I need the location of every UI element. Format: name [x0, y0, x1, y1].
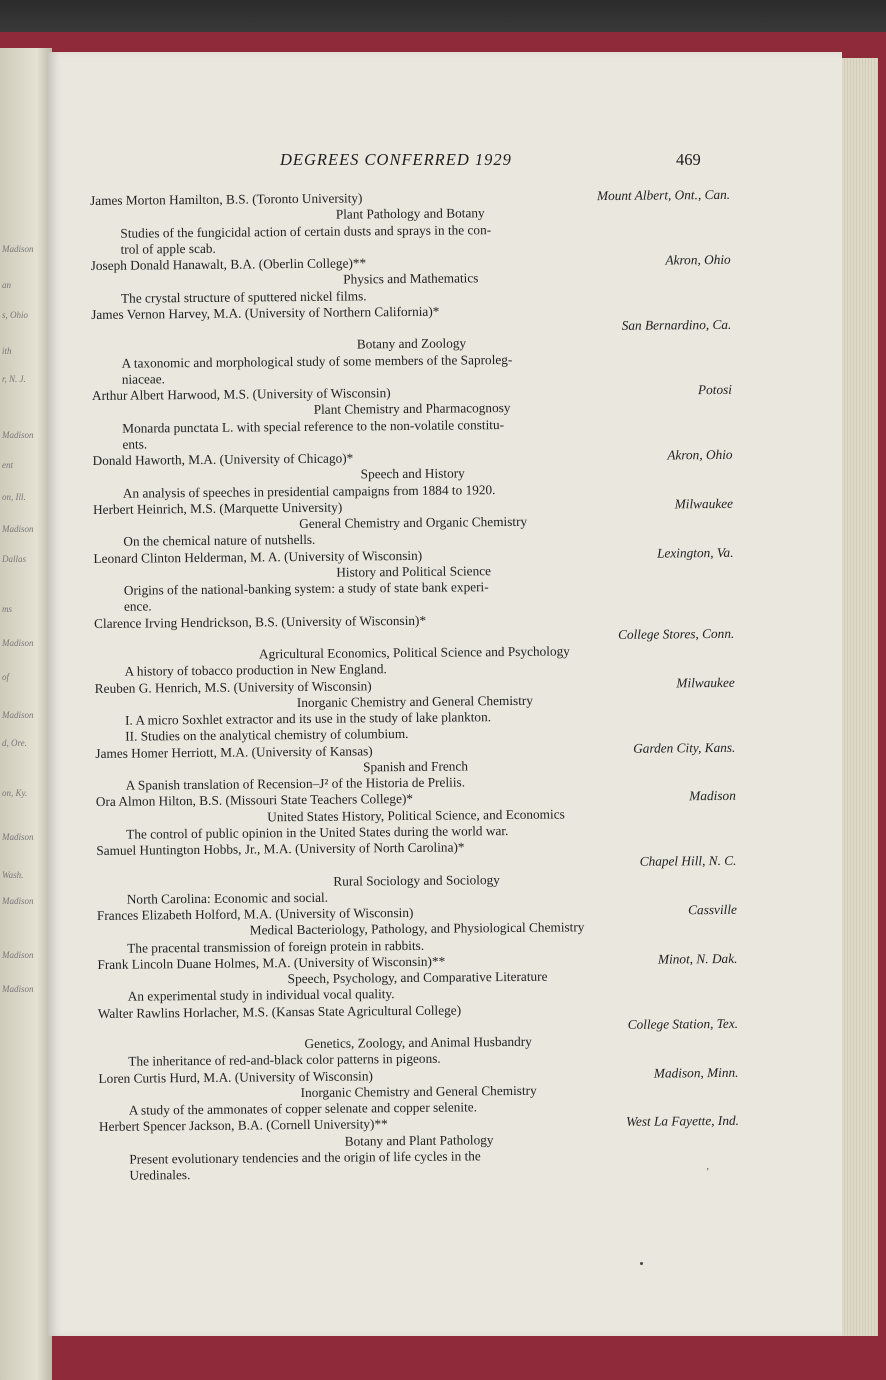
- recipient-name: James Morton Hamilton, B.S. (Toronto University): [90, 190, 363, 208]
- major-field: Speech, Psychology, and Comparative Literature: [287, 968, 548, 987]
- major-field: Botany and Plant Pathology: [344, 1131, 494, 1149]
- major-field: Spanish and French: [362, 758, 469, 775]
- thesis-title-line: Present evolutionary tendencies and the origin of life cycles in the: [129, 1148, 481, 1167]
- margin-fragment: an: [2, 280, 11, 290]
- thesis-title-line: A study of the ammonates of copper selenate and copper selenite.: [128, 1099, 478, 1118]
- degree-entry: [93, 496, 733, 551]
- recipient-name: James Homer Herriott, M.A. (University of Kansas): [95, 742, 373, 761]
- margin-fragment: Dallas: [2, 554, 27, 564]
- hometown: Chapel Hill, N. C.: [639, 853, 737, 870]
- thesis-title-line: A taxonomic and morphological study of some members of the Saproleg-: [121, 351, 513, 371]
- margin-fragment: Madison: [2, 638, 34, 648]
- hometown: Potosi: [697, 381, 732, 398]
- degree-entry: [95, 739, 735, 794]
- degree-entry: [90, 187, 731, 258]
- thesis-title-line: A history of tobacco production in New England.: [124, 661, 387, 679]
- major-field: History and Political Science: [336, 562, 492, 580]
- margin-fragment: Madison: [2, 710, 34, 720]
- major-field: Speech and History: [360, 465, 465, 482]
- margin-fragment: Madison: [2, 244, 34, 254]
- margin-fragment: Madison: [2, 984, 34, 994]
- margin-fragment: ent: [2, 460, 13, 470]
- page-header: [0, 150, 886, 176]
- recipient-name: Donald Haworth, M.A. (University of Chicago)*: [92, 450, 354, 468]
- degree-entry: [99, 1113, 740, 1184]
- recipient-name: Samuel Huntington Hobbs, Jr., M.A. (University of North Carolina)*: [96, 839, 465, 858]
- degree-entry: [97, 902, 737, 957]
- page-number: 469: [676, 150, 701, 169]
- thesis-title-line: ence.: [123, 598, 152, 614]
- major-field: Plant Chemistry and Pharmacognosy: [313, 400, 511, 418]
- margin-fragment: ith: [2, 346, 12, 356]
- recipient-name: Joseph Donald Hanawalt, B.A. (Oberlin College)**: [90, 255, 367, 273]
- major-field: Medical Bacteriology, Pathology, and Physiological Chemistry: [249, 919, 585, 938]
- thesis-title-line: North Carolina: Economic and social.: [126, 889, 329, 907]
- degree-entry: [93, 544, 734, 615]
- ink-dot: [640, 1262, 643, 1265]
- thesis-title-line: I. A micro Soxhlet extractor and its use in the study of lake plankton.: [124, 709, 492, 728]
- hometown: Cassville: [688, 901, 737, 918]
- degree-entry: [94, 609, 735, 680]
- degree-entry: [95, 674, 736, 745]
- thesis-title-line: Origins of the national-banking system: a study of state bank experi-: [123, 579, 489, 598]
- degree-entry: [96, 788, 736, 843]
- hometown: Milwaukee: [674, 495, 734, 512]
- major-field: Inorganic Chemistry and General Chemistry: [300, 1082, 537, 1100]
- degree-entry: [91, 252, 731, 307]
- margin-fragment: Madison: [2, 430, 34, 440]
- major-field: Inorganic Chemistry and General Chemistry: [296, 692, 534, 710]
- recipient-name: Walter Rawlins Horlacher, M.S. (Kansas State Agricultural College): [97, 1001, 462, 1021]
- hometown: Madison: [689, 788, 736, 804]
- major-field: Agricultural Economics, Political Science and Psychology: [258, 643, 570, 662]
- margin-fragment: Madison: [2, 832, 34, 842]
- hometown: San Bernardino, Ca.: [621, 316, 732, 333]
- major-field: Physics and Mathematics: [343, 270, 479, 287]
- hometown: Akron, Ohio: [665, 251, 731, 268]
- margin-fragment: r, N. J.: [2, 374, 26, 384]
- thesis-title-line: An analysis of speeches in presidential campaigns from 1884 to 1920.: [122, 481, 496, 501]
- hometown: College Station, Tex.: [627, 1015, 739, 1032]
- degree-entry: [92, 447, 732, 502]
- thesis-title-line: niaceae.: [121, 371, 166, 387]
- hometown: College Stores, Conn.: [617, 625, 735, 642]
- degree-entry: [98, 999, 739, 1070]
- recipient-name: Herbert Heinrich, M.S. (Marquette University): [92, 499, 343, 517]
- hometown: Minot, N. Dak.: [657, 950, 738, 967]
- thesis-title-line: The pracental transmission of foreign protein in rabbits.: [127, 937, 425, 956]
- hometown: West La Fayette, Ind.: [625, 1113, 740, 1130]
- thesis-title-line: trol of apple scab.: [120, 240, 216, 257]
- major-field: Rural Sociology and Sociology: [333, 871, 500, 889]
- recipient-name: Frances Elizabeth Holford, M.A. (University of Wisconsin): [96, 904, 414, 923]
- thesis-title-line: A Spanish translation of Recension–J² of the Historia de Preliis.: [125, 774, 466, 793]
- hometown: Garden City, Kans.: [633, 739, 736, 756]
- margin-fragment: on, Ky.: [2, 788, 28, 798]
- recipient-name: Ora Almon Hilton, B.S. (Missouri State Teachers College)*: [95, 791, 414, 810]
- page-edges: [842, 58, 878, 1336]
- degree-entry: [92, 382, 733, 453]
- hometown: Lexington, Va.: [656, 544, 734, 561]
- hometown: Akron, Ohio: [667, 446, 733, 463]
- thesis-title-line: II. Studies on the analytical chemistry of columbium.: [125, 726, 409, 744]
- hometown: Milwaukee: [676, 674, 735, 690]
- thesis-title-line: Uredinales.: [129, 1167, 191, 1183]
- running-head: DEGREES CONFERRED 1929: [280, 150, 512, 169]
- thesis-title-line: Studies of the fungicidal action of certain dusts and sprays in the con-: [120, 221, 492, 241]
- facing-page-margin: [0, 48, 52, 1380]
- margin-fragment: d, Ore.: [2, 738, 27, 748]
- recipient-name: Reuben G. Henrich, M.S. (University of Wisconsin): [94, 677, 372, 696]
- margin-fragment: Madison: [2, 950, 34, 960]
- recipient-name: James Vernon Harvey, M.A. (University of Northern California)*: [91, 303, 440, 322]
- margin-fragment: of: [2, 672, 10, 682]
- degree-entry: [96, 837, 737, 908]
- degree-entries-list: [90, 187, 739, 1184]
- hometown: Madison, Minn.: [653, 1064, 739, 1081]
- major-field: Botany and Zoology: [356, 335, 467, 352]
- thesis-title-line: The control of public opinion in the United States during the world war.: [126, 822, 509, 842]
- margin-fragment: Madison: [2, 524, 34, 534]
- margin-fragment: on, Ill.: [2, 492, 26, 502]
- major-field: Plant Pathology and Botany: [335, 205, 485, 222]
- recipient-name: Loren Curtis Hurd, M.A. (University of Wisconsin): [98, 1067, 373, 1086]
- thesis-title-line: On the chemical nature of nutshells.: [123, 532, 316, 549]
- major-field: Genetics, Zoology, and Animal Husbandry: [304, 1033, 532, 1051]
- thesis-title-line: ents.: [122, 436, 148, 452]
- stray-mark: ’: [706, 1167, 710, 1178]
- margin-fragment: ms: [2, 604, 13, 614]
- margin-fragment: Madison: [2, 896, 34, 906]
- recipient-name: Arthur Albert Harwood, M.S. (University of Wisconsin): [91, 385, 391, 403]
- major-field: United States History, Political Science, and Economics: [267, 805, 565, 824]
- major-field: General Chemistry and Organic Chemistry: [299, 513, 528, 532]
- degree-entry: [98, 1064, 738, 1119]
- hometown: Mount Albert, Ont., Can.: [596, 186, 731, 204]
- thesis-title-line: Monarda punctata L. with special reference to the non-volatile constitu-: [122, 416, 505, 436]
- thesis-title-line: An experimental study in individual vocal quality.: [127, 986, 395, 1004]
- degree-entry: [97, 951, 737, 1006]
- recipient-name: Frank Lincoln Duane Holmes, M.A. (University of Wisconsin)**: [97, 953, 446, 972]
- recipient-name: Herbert Spencer Jackson, B.A. (Cornell University)**: [98, 1116, 388, 1135]
- recipient-name: Leonard Clinton Helderman, M. A. (University of Wisconsin): [93, 547, 423, 566]
- degree-entry: [91, 301, 732, 388]
- margin-fragment: Wash.: [2, 870, 24, 880]
- thesis-title-line: The inheritance of red-and-black color patterns in pigeons.: [128, 1050, 441, 1069]
- margin-fragment: s, Ohio: [2, 310, 29, 320]
- recipient-name: Clarence Irving Hendrickson, B.S. (University of Wisconsin)*: [94, 612, 427, 631]
- thesis-title-line: The crystal structure of sputtered nickel films.: [120, 287, 367, 306]
